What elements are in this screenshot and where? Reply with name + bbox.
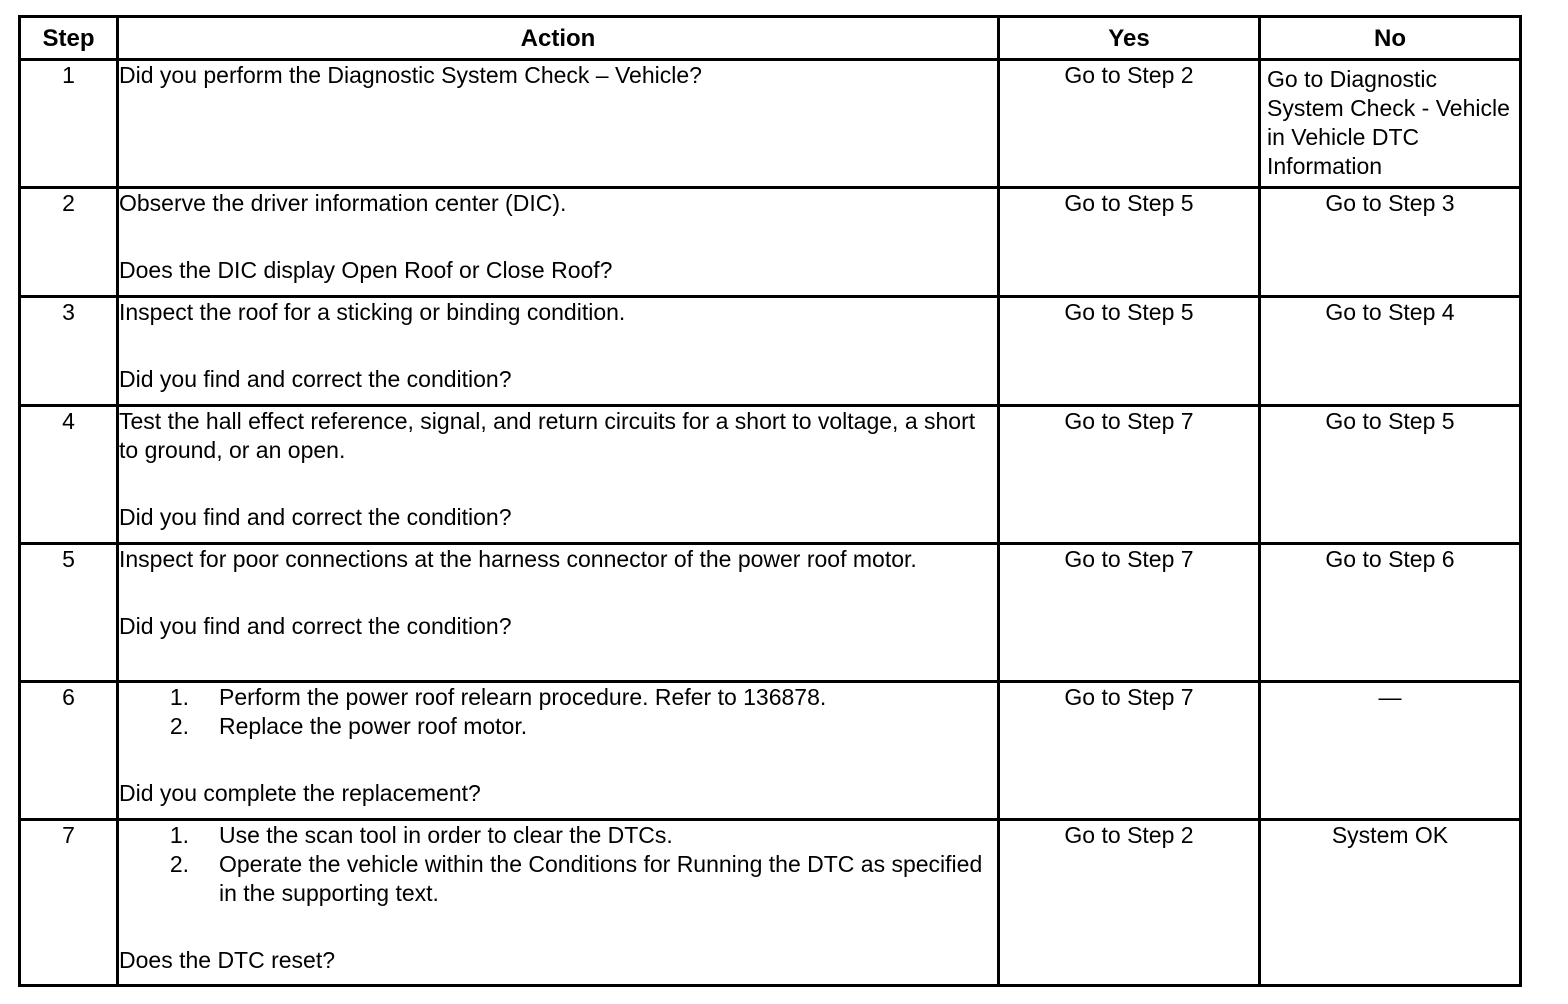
table-row [20,60,1521,188]
no-cell: Go to Step 4 [1260,297,1521,406]
table-row [20,820,1521,986]
list-text: Perform the power roof relearn procedure. Refer to 136878. [219,684,827,710]
table-row [20,682,1521,820]
no-cell: Go to Diagnostic System Check - Vehicle in Vehicle DTC Information [1260,60,1521,188]
procedure-list [119,683,997,741]
list-number: 1. [169,684,189,710]
action-question: Did you complete the replacement? [119,780,481,806]
no-cell: Go to Step 6 [1260,544,1521,682]
action-question: Did you find and correct the condition? [119,613,512,639]
action-cell [118,820,999,986]
action-cell [118,682,999,820]
action-question: Did you find and correct the condition? [119,366,512,392]
yes-cell: Go to Step 5 [999,188,1260,297]
no-cell: Go to Step 5 [1260,406,1521,544]
action-cell [118,406,999,544]
diagnostic-table [18,15,1522,987]
step-number: 2 [20,188,118,297]
action-question: Did you find and correct the condition? [119,504,512,530]
action-cell [118,297,999,406]
list-text: Operate the vehicle within the Conditions for Running the DTC as specified in the supporting text. [219,851,983,906]
no-cell: Go to Step 3 [1260,188,1521,297]
list-text: Use the scan tool in order to clear the DTCs. [219,822,673,848]
step-number: 6 [20,682,118,820]
procedure-list [119,821,997,908]
action-text: Did you perform the Diagnostic System Check – Vehicle? [119,62,702,88]
step-number: 4 [20,406,118,544]
list-item [119,850,997,908]
list-text: Replace the power roof motor. [219,713,528,739]
step-number: 5 [20,544,118,682]
list-item [119,821,997,850]
header-action: Action [118,17,999,60]
action-cell [118,544,999,682]
no-cell: System OK [1260,820,1521,986]
yes-cell: Go to Step 2 [999,60,1260,188]
yes-cell: Go to Step 5 [999,297,1260,406]
no-cell: — [1260,682,1521,820]
action-text: Inspect for poor connections at the harness connector of the power roof motor. [119,546,917,572]
yes-cell: Go to Step 7 [999,682,1260,820]
action-text: Observe the driver information center (DIC). [119,190,567,216]
table-row [20,406,1521,544]
step-number: 3 [20,297,118,406]
action-cell [118,188,999,297]
step-number: 1 [20,60,118,188]
table-row [20,188,1521,297]
action-question: Does the DTC reset? [119,947,336,973]
list-number: 2. [169,851,189,877]
header-yes: Yes [999,17,1260,60]
header-no: No [1260,17,1521,60]
header-row [20,17,1521,60]
yes-cell: Go to Step 2 [999,820,1260,986]
action-text: Inspect the roof for a sticking or binding condition. [119,299,626,325]
action-text: Test the hall effect reference, signal, and return circuits for a short to voltage, a short to ground, or an open. [119,408,976,463]
yes-cell: Go to Step 7 [999,406,1260,544]
yes-cell: Go to Step 7 [999,544,1260,682]
list-item [119,712,997,741]
list-item [119,683,997,712]
table-row [20,544,1521,682]
action-question: Does the DIC display Open Roof or Close Roof? [119,257,613,283]
header-step: Step [20,17,118,60]
list-number: 1. [169,822,189,848]
list-number: 2. [169,713,189,739]
step-number: 7 [20,820,118,986]
table-row [20,297,1521,406]
action-cell [118,60,999,188]
